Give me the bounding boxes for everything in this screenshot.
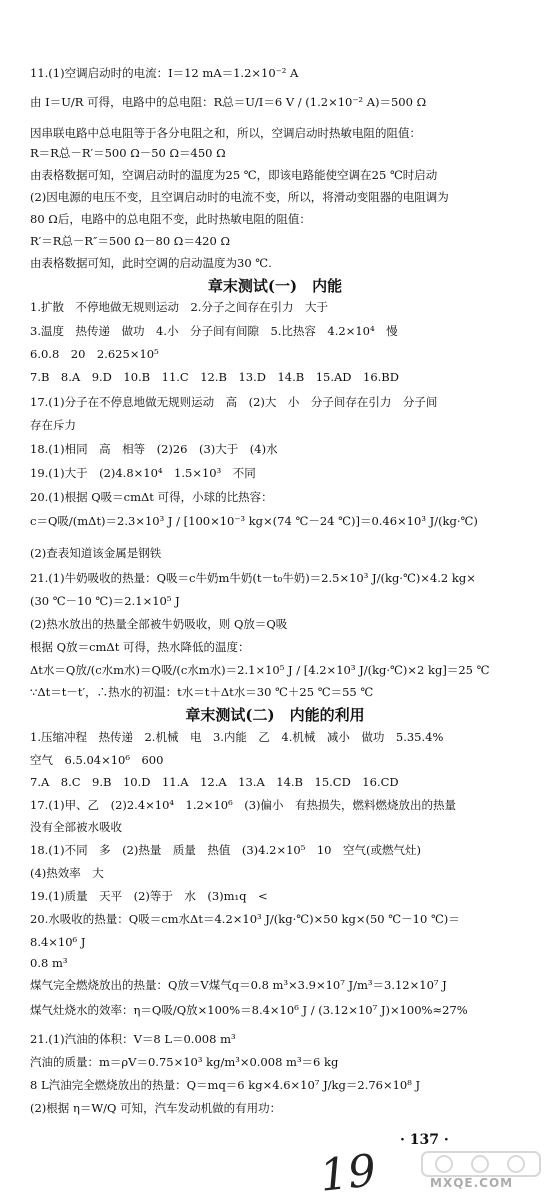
text-line: ∵Δt＝t－t′，∴热水的初温：t水＝t＋Δt水＝30 ℃＋25 ℃＝55 ℃ xyxy=(30,685,374,699)
text-line: 7.B 8.A 9.D 10.B 11.C 12.B 13.D 14.B 15.AD 16.BD xyxy=(30,370,399,384)
text-line: 21.(1)汽油的体积：V＝8 L＝0.008 m³ xyxy=(30,1032,236,1046)
text-line: 18.(1)相同 高 相等 (2)26 (3)大于 (4)水 xyxy=(30,442,278,456)
text-line: 3.温度 热传递 做功 4.小 分子间有间隙 5.比热容 4.2×10⁴ 慢 xyxy=(30,324,398,338)
section-title: 章末测试(二) 内能的利用 xyxy=(185,706,365,724)
handwritten-number: 19 xyxy=(317,1145,379,1202)
text-line: 由表格数据可知，空调启动时的温度为25 ℃，即该电路能使空调在25 ℃时启动 xyxy=(30,168,438,182)
text-line: (30 ℃－10 ℃)＝2.1×10⁵ J xyxy=(30,594,180,608)
text-line: 0.8 m³ xyxy=(30,956,68,970)
text-line: (2)查表知道该金属是钢铁 xyxy=(30,546,162,560)
text-line: 19.(1)大于 (2)4.8×10⁴ 1.5×10³ 不同 xyxy=(30,466,256,480)
text-line: 80 Ω后，电路中的总电阻不变，此时热敏电阻的阻值： xyxy=(30,212,311,226)
text-line: 17.(1)分子在不停息地做无规则运动 高 (2)大 小 分子间存在引力 分子间 xyxy=(30,395,438,409)
section-title: 章末测试(一) 内能 xyxy=(207,277,343,295)
text-line: (2)根据 η＝W/Q 可知，汽车发动机做的有用功： xyxy=(30,1101,282,1115)
text-line: 根据 Q放＝cmΔt 可得，热水降低的温度： xyxy=(30,640,250,654)
formula-line: 煤气灶烧水的效率：η＝Q吸/Q放×100%＝8.4×10⁶ J / (3.12×10⁷ J)×100%≈27% xyxy=(30,1003,468,1017)
formula-line: c＝Q吸/(mΔt)＝2.3×10³ J / [100×10⁻³ kg×(74 ℃－24 ℃)]＝0.46×10³ J/(kg·℃) xyxy=(30,514,478,528)
text-line: 1.扩散 不停地做无规则运动 2.分子之间存在引力 大于 xyxy=(30,300,328,314)
formula-line: Δt水＝Q放/(c水m水)＝Q吸/(c水m水)＝2.1×10⁵ J / [4.2×10³ J/(kg·℃)×2 kg]＝25 ℃ xyxy=(30,663,490,677)
text-line: 7.A 8.C 9.B 10.D 11.A 12.A 13.A 14.B 15.CD 16.CD xyxy=(30,775,399,789)
text-line: 空气 6.5.04×10⁶ 600 xyxy=(30,753,164,767)
text-line: (2)热水放出的热量全部被牛奶吸收，则 Q放＝Q吸 xyxy=(30,617,288,631)
text-line: 没有全部被水吸收 xyxy=(30,820,122,834)
text-line: 19.(1)质量 天平 (2)等于 水 (3)m₁q < xyxy=(30,889,268,903)
text-line: 18.(1)不同 多 (2)热量 质量 热值 (3)4.2×10⁵ 10 空气(或燃气灶) xyxy=(30,843,421,857)
text-line: 由 I＝U/R 可得，电路中的总电阻：R总＝U/I＝6 V / (1.2×10⁻² A)＝500 Ω xyxy=(30,95,427,109)
page-number: · 137 · xyxy=(400,1132,449,1148)
text-line: 由表格数据可知，此时空调的启动温度为30 ℃. xyxy=(30,256,272,270)
text-line: 8.4×10⁶ J xyxy=(30,935,86,949)
text-line: 11.(1)空调启动时的电流：I＝12 mA＝1.2×10⁻² A xyxy=(30,66,299,80)
text-line: 20.(1)根据 Q吸＝cmΔt 可得，小球的比热容： xyxy=(30,490,273,504)
text-line: 存在斥力 xyxy=(30,418,76,432)
text-line: 因串联电路中总电阻等于各分电阻之和，所以，空调启动时热敏电阻的阻值： xyxy=(30,126,421,140)
text-line: 6.0.8 20 2.625×10⁵ xyxy=(30,347,159,361)
text-line: 17.(1)甲、乙 (2)2.4×10⁴ 1.2×10⁶ (3)偏小 有热损失，燃料燃烧放出的热量 xyxy=(30,798,456,812)
text-line: 20.水吸收的热量：Q吸＝cm水Δt＝4.2×10³ J/(kg·℃)×50 kg×(50 ℃－10 ℃)＝ xyxy=(30,912,460,926)
watermark-text: MXQE.COM xyxy=(430,1176,514,1190)
text-line: 8 L汽油完全燃烧放出的热量：Q＝mq＝6 kg×4.6×10⁷ J/kg＝2.76×10⁸ J xyxy=(30,1078,421,1092)
text-line: R＝R总－R′＝500 Ω－50 Ω＝450 Ω xyxy=(30,146,226,160)
text-line: (4)热效率 大 xyxy=(30,866,104,880)
text-line: R′＝R总－R″＝500 Ω－80 Ω＝420 Ω xyxy=(30,234,230,248)
text-line: (2)因电源的电压不变，且空调启动时的电流不变，所以，将滑动变阻器的电阻调为 xyxy=(30,190,449,204)
text-line: 煤气完全燃烧放出的热量：Q放＝V煤气q＝0.8 m³×3.9×10⁷ J/m³＝3.12×10⁷ J xyxy=(30,978,447,992)
text-line: 汽油的质量：m＝ρV＝0.75×10³ kg/m³×0.008 m³＝6 kg xyxy=(30,1055,339,1069)
text-line: 21.(1)牛奶吸收的热量：Q吸＝c牛奶m牛奶(t－t₀牛奶)＝2.5×10³ J/(kg·℃)×4.2 kg× xyxy=(30,571,476,585)
text-line: 1.压缩冲程 热传递 2.机械 电 3.内能 乙 4.机械 减小 做功 5.35.4% xyxy=(30,730,444,744)
